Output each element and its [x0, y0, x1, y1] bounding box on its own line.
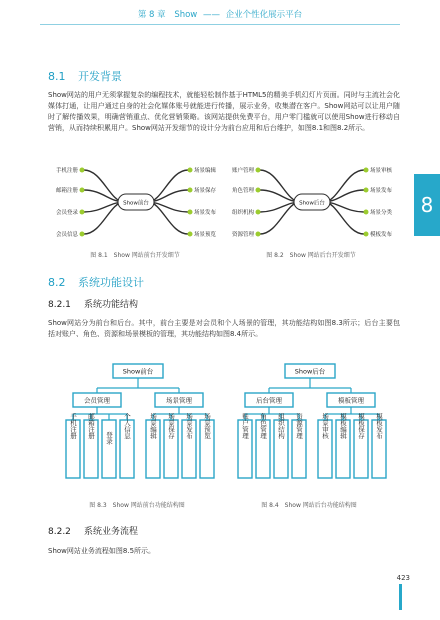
structure-root-label: Show后台 [294, 367, 326, 376]
paragraph-business-flow: Show网站业务流程如图8.5所示。 [48, 547, 156, 555]
header-dash: —— [202, 10, 220, 20]
header-chapter: 第 8 章 [137, 10, 166, 20]
structure-leaf-label: 模板保存 [357, 413, 365, 439]
subsection-heading-8-2-2 [48, 524, 138, 537]
structure-leaf-label: 组织结构 [277, 413, 285, 439]
subsection-title: 系统业务流程 [84, 527, 139, 537]
structure-leaf-label: 角色管理 [259, 413, 267, 439]
header-title [0, 8, 440, 20]
subsection-heading-8-2-1 [48, 297, 138, 310]
mindmap-node: 场景发布 [370, 188, 393, 194]
mindmap-node: 角色管理 [231, 188, 254, 194]
structure-group-label: 后台管理 [256, 396, 282, 405]
section-title: 开发背景 [78, 70, 122, 83]
structure-leaf-label: 账户管理 [241, 413, 249, 439]
structure-group-label: 场景管理 [166, 396, 192, 405]
mindmap-node: 场景编辑 [194, 168, 217, 174]
structure-group-label: 会员管理 [84, 396, 110, 405]
backend-structure-diagram [226, 360, 394, 480]
frontend-structure-diagram [54, 360, 222, 480]
section-heading-8-2 [48, 274, 144, 290]
mindmap-node: 场景预览 [194, 232, 217, 238]
section-number: 8.2 [48, 276, 66, 289]
header-show: Show [174, 10, 198, 20]
figure-caption-8-2: 图 8.2 Show 网站后台开发细节 [266, 252, 356, 259]
structure-leaf-label: 资源管理 [295, 413, 303, 439]
structure-leaf-label: 个人信息 [123, 413, 131, 439]
header-subtitle: 企业个性化展示平台 [225, 10, 303, 20]
paragraph-function-structure: Show网站分为前台和后台。其中，前台主要是对会员和个人场景的管理，其功能结构如图8.3所示；后台主要包括对账户、角色、资源和场景模板的管理，其功能结构如图8.4所示。 [48, 319, 400, 338]
structure-leaf-label: 场景保存 [167, 413, 175, 439]
mindmap-node: 账户管理 [231, 168, 254, 174]
page-number: 423 [396, 574, 410, 582]
structure-leaf-label: 登录 [105, 431, 113, 445]
structure-leaf-label: 场景编辑 [149, 413, 157, 439]
structure-leaf-label: 场景审核 [321, 413, 329, 439]
mindmap-node: 组织机构 [231, 210, 254, 216]
subsection-number: 8.2.1 [48, 300, 71, 310]
mindmap-node: 场景发布 [194, 210, 217, 216]
structure-leaf-label: 模板发布 [375, 413, 383, 439]
structure-leaf-label: 模板编辑 [339, 413, 347, 439]
mindmap-node: 会员信息 [55, 232, 78, 238]
page-marker-bar [399, 584, 402, 610]
mindmap-node: 手机注册 [55, 168, 78, 174]
structure-leaf-label: 邮箱注册 [87, 413, 95, 439]
structure-group-label: 模板管理 [338, 396, 364, 405]
section-number: 8.1 [48, 70, 66, 83]
mindmap-node: 场景保存 [194, 188, 217, 194]
structure-leaf-label: 手机注册 [69, 413, 77, 439]
header-rule [40, 24, 400, 25]
figure-caption-8-4: 图 8.4 Show 网站后台功能结构图 [261, 502, 357, 509]
mindmap-center-label: Show后台 [299, 200, 325, 207]
structure-leaf-label: 场景发布 [185, 413, 193, 439]
frontend-mindmap [52, 158, 220, 242]
mindmap-node: 会员登录 [55, 210, 78, 216]
structure-leaf-label: 场景预览 [203, 413, 211, 439]
subsection-number: 8.2.2 [48, 527, 71, 537]
mindmap-center-label: Show前台 [123, 200, 149, 207]
backend-mindmap [228, 158, 396, 242]
mindmap-node: 模板发布 [370, 232, 393, 238]
structure-leaf-box [102, 420, 116, 478]
paragraph-background: Show网站的用户无须掌握复杂的编程技术，就能轻松制作基于HTML5的精美手机幻灯片页面。同时与主流社会化媒体打通，让用户通过自身的社会化媒体账号就能进行传播，展示业务，收集潜在客户。Show网站可以让用户随时了解传播效果，明确营销重点、优化营销策略。该网站提供免费平台，用户零门槛就可以使用Show进行移动自营销，从而持续积累用户。Show网站开发细节的设计分为前台应用和后台维护，如图8.1和图8.2所示。 [48, 91, 400, 132]
figure-caption-8-1: 图 8.1 Show 网站前台开发细节 [90, 252, 180, 259]
structure-root-label: Show前台 [122, 367, 154, 376]
running-header [0, 0, 440, 28]
mindmap-node: 场景审核 [370, 168, 393, 174]
figure-caption-8-3: 图 8.3 Show 网站前台功能结构图 [89, 502, 185, 509]
chapter-tab: 8 [414, 174, 440, 236]
mindmap-node: 场景分类 [370, 210, 393, 216]
section-title: 系统功能设计 [78, 276, 144, 289]
mindmap-node: 资源管理 [231, 232, 254, 238]
mindmap-node: 邮箱注册 [55, 188, 78, 194]
section-heading-8-1 [48, 68, 122, 84]
subsection-title: 系统功能结构 [84, 300, 139, 310]
